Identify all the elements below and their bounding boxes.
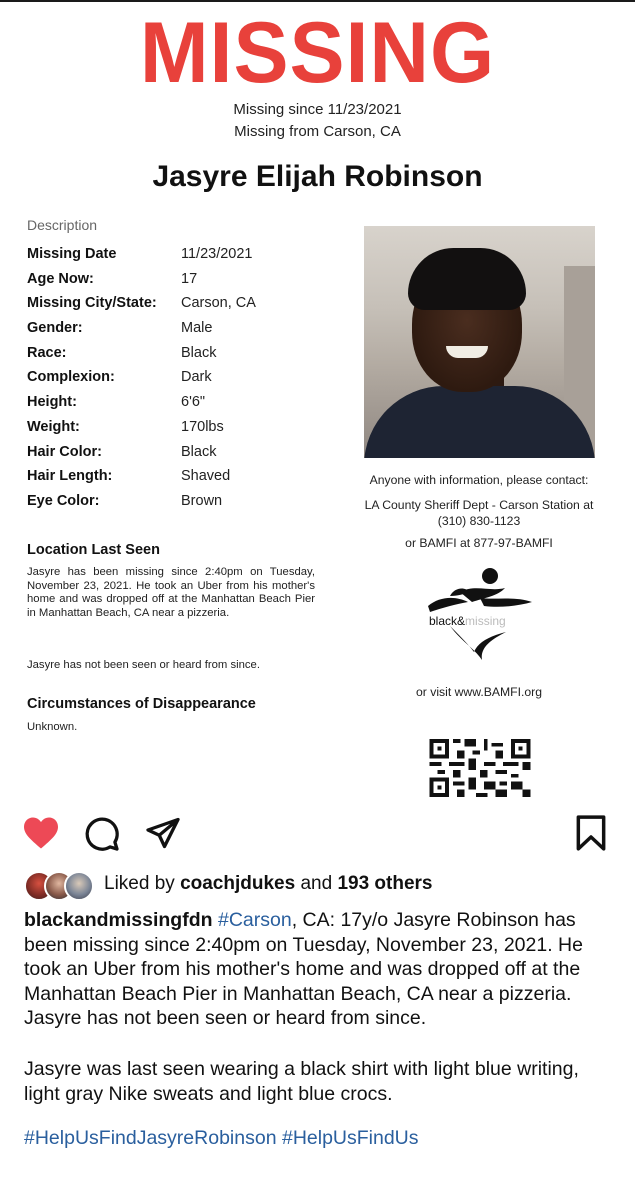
detail-value: Brown (181, 492, 223, 509)
post-action-bar (0, 808, 635, 856)
detail-value: Male (181, 320, 213, 337)
detail-label: Race: (27, 344, 67, 361)
avatar[interactable] (64, 871, 94, 901)
person-name: Jasyre Elijah Robinson (152, 160, 483, 193)
person-photo (364, 226, 595, 458)
heart-icon[interactable] (22, 816, 60, 850)
missing-from: Missing from Carson, CA (234, 123, 401, 140)
caption-text: , CA: 17y/o Jasyre Robinson has been missing since 2:40pm on Tuesday, November 23, 2021. He took an Uber from his mother's home and was dropped off at the Manhattan Beach Pier in Manhattan Beach, CA near a pizzeria. Jasyre has not been seen or heard from since. (24, 909, 583, 1030)
hashtag-link[interactable]: #HelpUsFindUs (281, 1127, 419, 1150)
location-text-2: Jasyre has not been seen or heard from since. (27, 659, 260, 671)
caption-text-2: Jasyre was last seen wearing a black shirt with light blue writing, light gray Nike sweats and light blue crocs. (24, 1057, 579, 1105)
detail-value: Black (181, 344, 217, 361)
likes-summary: Liked by coachjdukes and 193 others (104, 873, 433, 894)
detail-value: 170lbs (181, 418, 224, 435)
missing-since: Missing since 11/23/2021 (233, 101, 402, 118)
contact-phone: (310) 830-1123 (437, 514, 521, 528)
detail-label: Complexion: (27, 369, 115, 386)
description-heading: Description (27, 217, 98, 233)
qr-code-icon (428, 739, 532, 797)
poster-title: MISSING (139, 5, 496, 101)
detail-label: Missing City/State: (27, 295, 157, 312)
bookmark-icon[interactable] (574, 814, 608, 852)
share-icon[interactable] (145, 816, 181, 850)
post-caption (24, 908, 614, 1151)
contact-line-2: LA County Sheriff Dept - Carson Station at (364, 498, 594, 512)
circumstances-text: Unknown. (27, 721, 78, 733)
detail-value: 11/23/2021 (181, 246, 253, 262)
detail-label: Weight: (27, 418, 80, 435)
detail-value: Shaved (181, 468, 231, 485)
circumstances-heading: Circumstances of Disappearance (27, 696, 256, 712)
caption-username[interactable]: blackandmissingfdn (24, 909, 213, 931)
location-text: Jasyre has been missing since 2:40pm on Tuesday, November 23, 2021. He took an Uber from his mother's home and was dropped off at the Manhattan Beach Pier in Manhattan Beach, CA near a pizzeria. (27, 566, 315, 619)
detail-label: Hair Color: (27, 443, 102, 460)
contact-bamfi: or BAMFI at 877-97-BAMFI (405, 536, 553, 550)
detail-label: Age Now: (27, 270, 94, 287)
visit-website: or visit www.BAMFI.org (416, 685, 542, 699)
likes-count[interactable]: 193 others (337, 873, 433, 894)
likes-row[interactable] (24, 869, 624, 899)
bamfi-logo-text: black&missing (429, 614, 506, 628)
hashtag-link[interactable]: #HelpUsFindJasyreRobinson (24, 1127, 277, 1150)
liker-username[interactable]: coachjdukes (180, 873, 296, 894)
detail-value: 17 (181, 270, 198, 287)
detail-label: Hair Length: (27, 468, 113, 485)
location-heading: Location Last Seen (27, 542, 160, 558)
detail-value: Dark (181, 369, 212, 386)
missing-poster[interactable] (0, 2, 635, 802)
comment-icon[interactable] (84, 816, 120, 852)
contact-line-1: Anyone with information, please contact: (369, 473, 589, 487)
detail-label: Eye Color: (27, 492, 100, 509)
detail-label: Height: (27, 394, 77, 411)
hashtag-link[interactable]: #Carson (217, 909, 292, 931)
detail-label: Missing Date (27, 246, 117, 262)
detail-value: Black (181, 443, 217, 460)
detail-value: 6'6" (181, 394, 206, 411)
detail-value: Carson, CA (181, 295, 256, 312)
detail-label: Gender: (27, 320, 83, 337)
